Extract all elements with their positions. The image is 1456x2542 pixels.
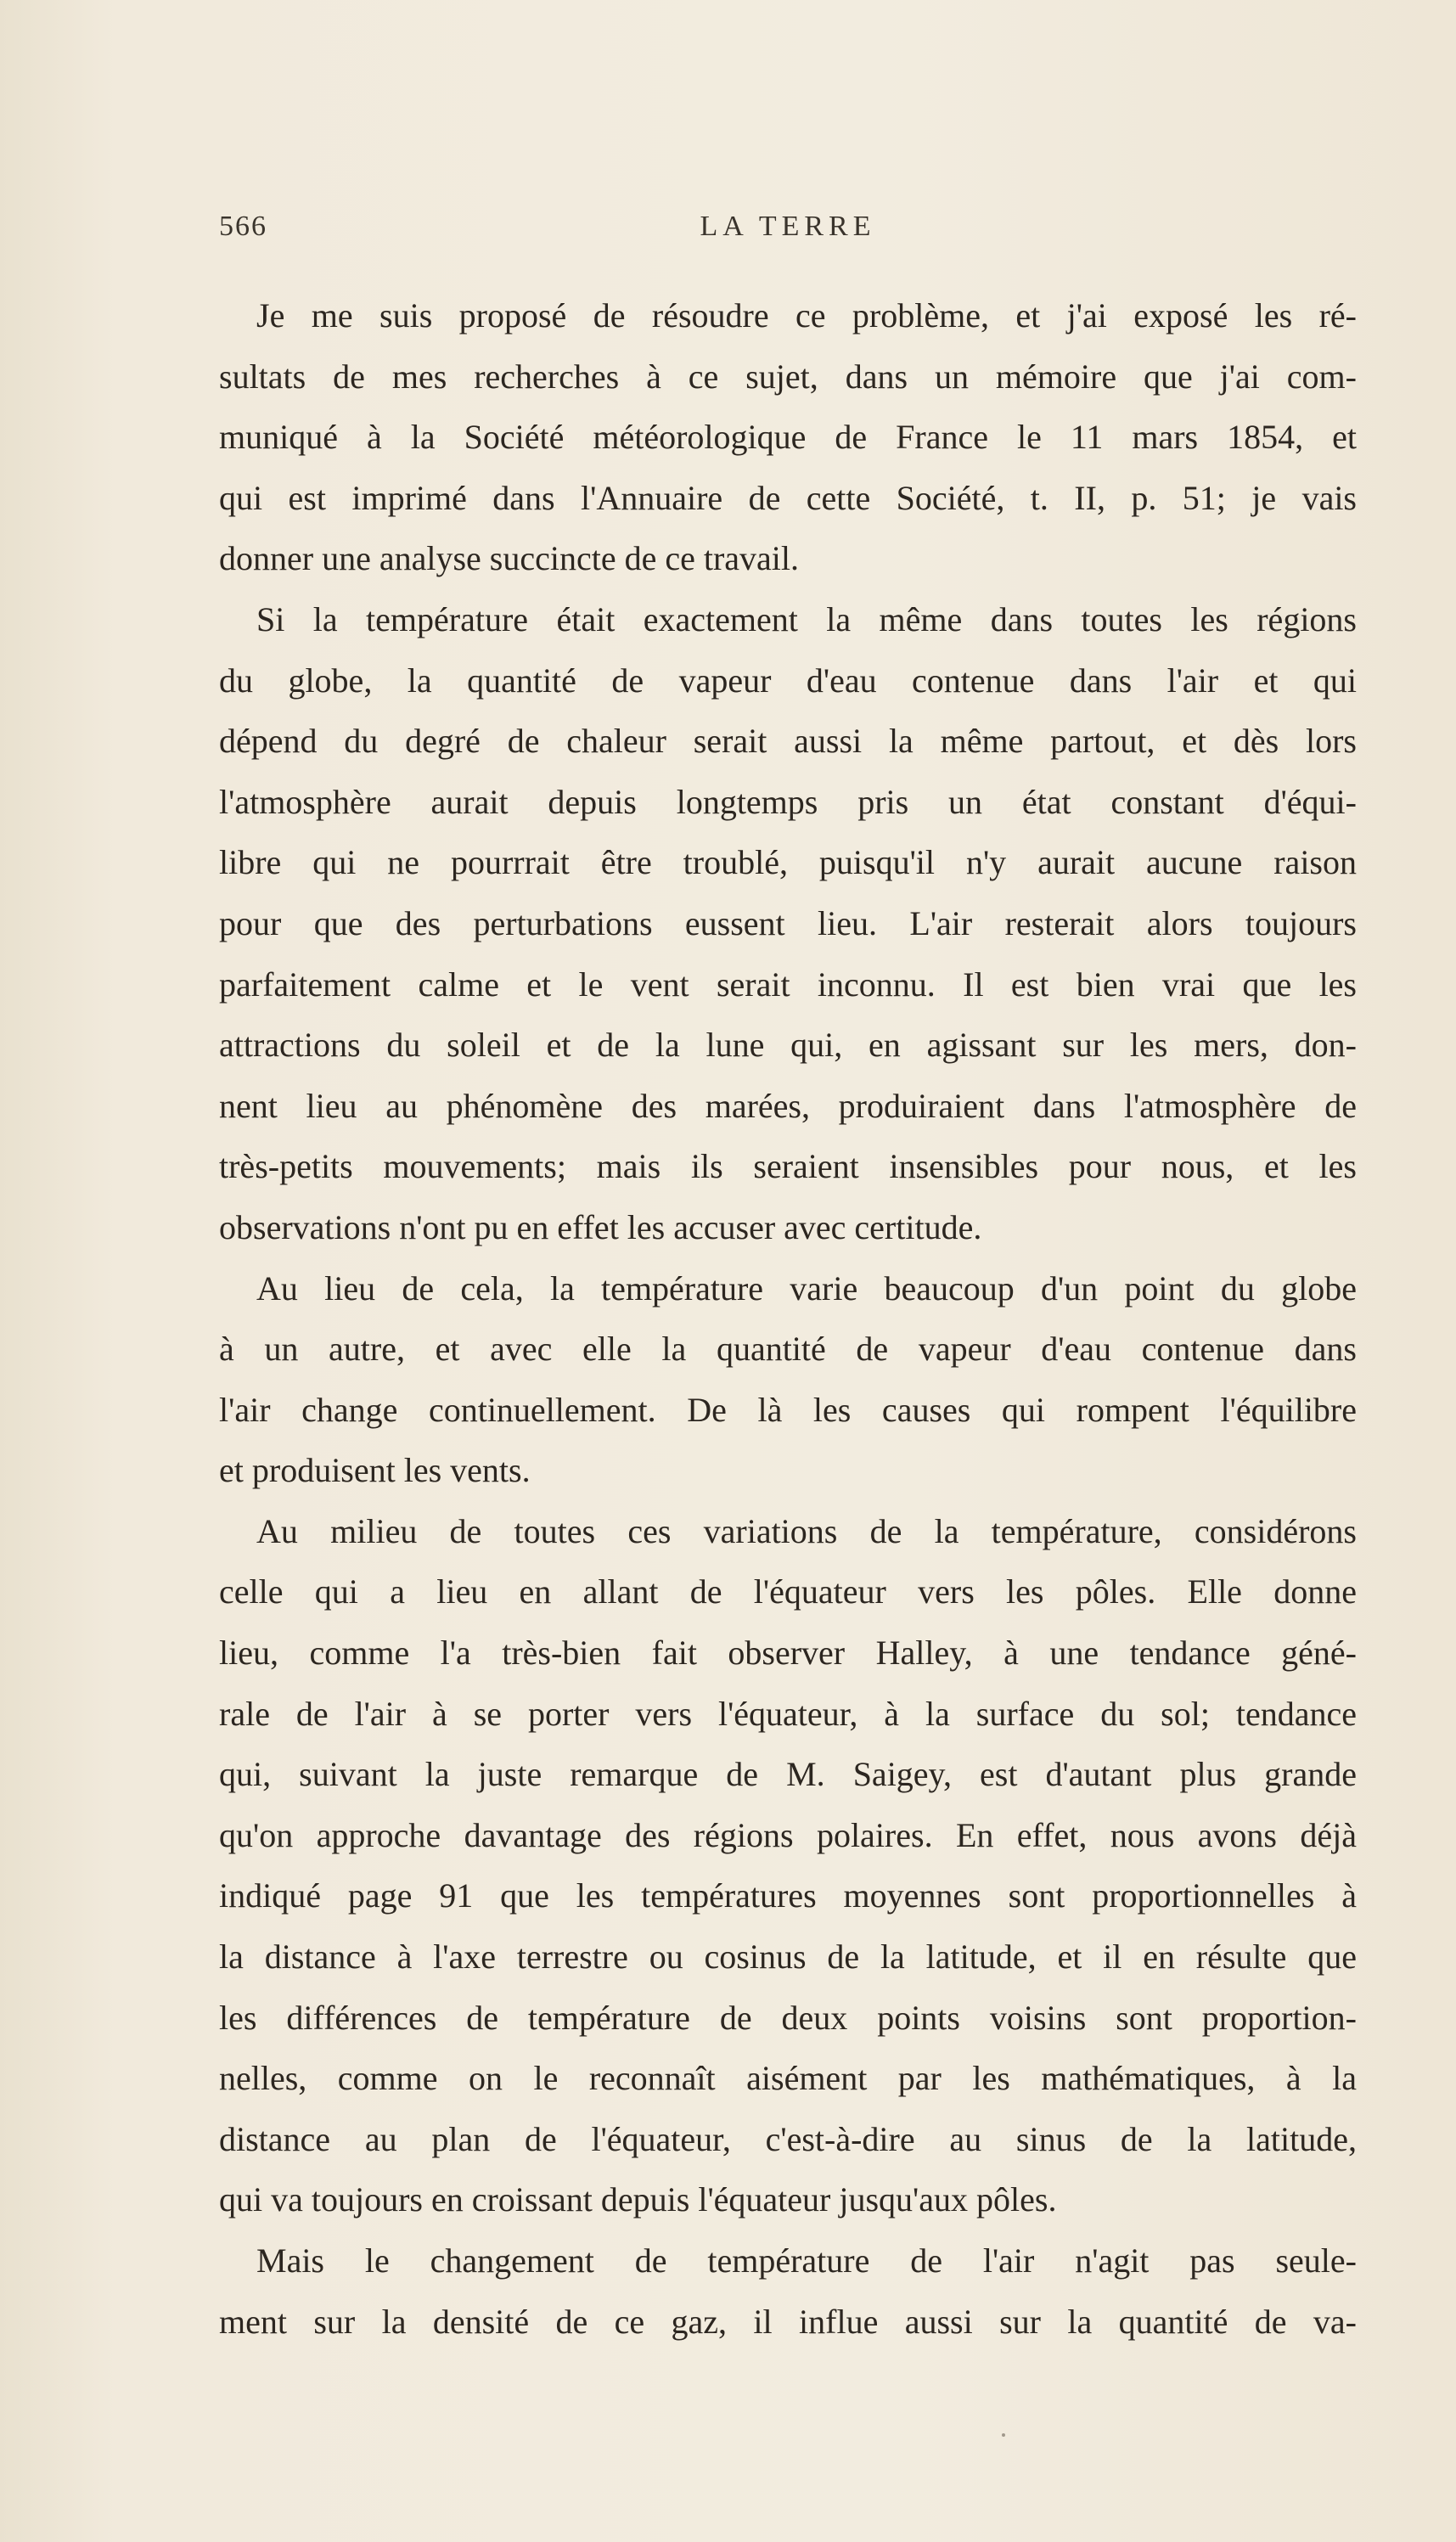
text-line: parfaitement calme et le vent serait inconnu. Il est bien vrai que les xyxy=(219,964,1357,1004)
text-line: l'atmosphère aurait depuis longtemps pris un état constant d'équi- xyxy=(219,782,1357,821)
text-line: pour que des perturbations eussent lieu. L'air resterait alors toujours xyxy=(219,903,1357,942)
text-line: Au milieu de toutes ces variations de la température, considérons xyxy=(256,1511,1357,1550)
text-line: donner une analyse succincte de ce travail. xyxy=(219,539,800,578)
text-line: qui va toujours en croissant depuis l'équateur jusqu'aux pôles. xyxy=(219,2180,1057,2219)
text-line: la distance à l'axe terrestre ou cosinus de la latitude, et il en résulte que xyxy=(219,1937,1357,1977)
text-line: lieu, comme l'a très-bien fait observer Halley, à une tendance géné- xyxy=(219,1634,1357,1673)
paper-speck xyxy=(1002,2433,1005,2437)
page-number: 566 xyxy=(219,211,267,242)
text-line: qu'on approche davantage des régions polaires. En effet, nous avons déjà xyxy=(219,1815,1357,1854)
text-line: Mais le changement de température de l'air n'agit pas seule- xyxy=(256,2241,1357,2280)
text-line: Au lieu de cela, la température varie beaucoup d'un point du globe xyxy=(256,1268,1357,1308)
text-line: à un autre, et avec elle la quantité de vapeur d'eau contenue dans xyxy=(219,1330,1357,1369)
text-line: très-petits mouvements; mais ils seraient insensibles pour nous, et les xyxy=(219,1147,1357,1186)
text-line: qui, suivant la juste remarque de M. Saigey, est d'autant plus grande xyxy=(219,1755,1357,1794)
text-line: dépend du degré de chaleur serait aussi la même partout, et dès lors xyxy=(219,722,1357,761)
text-line: Je me suis proposé de résoudre ce problème, et j'ai exposé les ré- xyxy=(256,296,1357,335)
text-line: observations n'ont pu en effet les accuser avec certitude. xyxy=(219,1207,982,1246)
text-line: Si la température était exactement la même dans toutes les régions xyxy=(256,599,1357,638)
text-line: rale de l'air à se porter vers l'équateur, à la surface du sol; tendance xyxy=(219,1694,1357,1733)
text-line: muniqué à la Société météorologique de France le 11 mars 1854, et xyxy=(219,418,1357,457)
text-line: celle qui a lieu en allant de l'équateur vers les pôles. Elle donne xyxy=(219,1572,1357,1611)
text-line: nelles, comme on le reconnaît aisément par les mathématiques, à la xyxy=(219,2059,1357,2098)
text-line: les différences de température de deux points voisins sont proportion- xyxy=(219,1998,1357,2037)
running-title: LA TERRE xyxy=(700,211,876,242)
body-text xyxy=(219,285,1357,2352)
text-line: distance au plan de l'équateur, c'est-à-dire au sinus de la latitude, xyxy=(219,2119,1357,2158)
text-line: et produisent les vents. xyxy=(219,1451,531,1490)
text-line: du globe, la quantité de vapeur d'eau contenue dans l'air et qui xyxy=(219,661,1357,700)
text-line: sultats de mes recherches à ce sujet, dans un mémoire que j'ai com- xyxy=(219,357,1357,396)
page-header xyxy=(219,211,1357,253)
text-line: indiqué page 91 que les températures moyennes sont proportionnelles à xyxy=(219,1876,1357,1915)
text-line: l'air change continuellement. De là les causes qui rompent l'équilibre xyxy=(219,1390,1357,1429)
text-line: libre qui ne pourrrait être troublé, puisqu'il n'y aurait aucune raison xyxy=(219,843,1357,882)
text-line: ment sur la densité de ce gaz, il influe aussi sur la quantité de va- xyxy=(219,2302,1357,2341)
text-line: attractions du soleil et de la lune qui, en agissant sur les mers, don- xyxy=(219,1026,1357,1065)
text-line: qui est imprimé dans l'Annuaire de cette Société, t. II, p. 51; je vais xyxy=(219,478,1357,517)
text-line: nent lieu au phénomène des marées, produiraient dans l'atmosphère de xyxy=(219,1086,1357,1125)
